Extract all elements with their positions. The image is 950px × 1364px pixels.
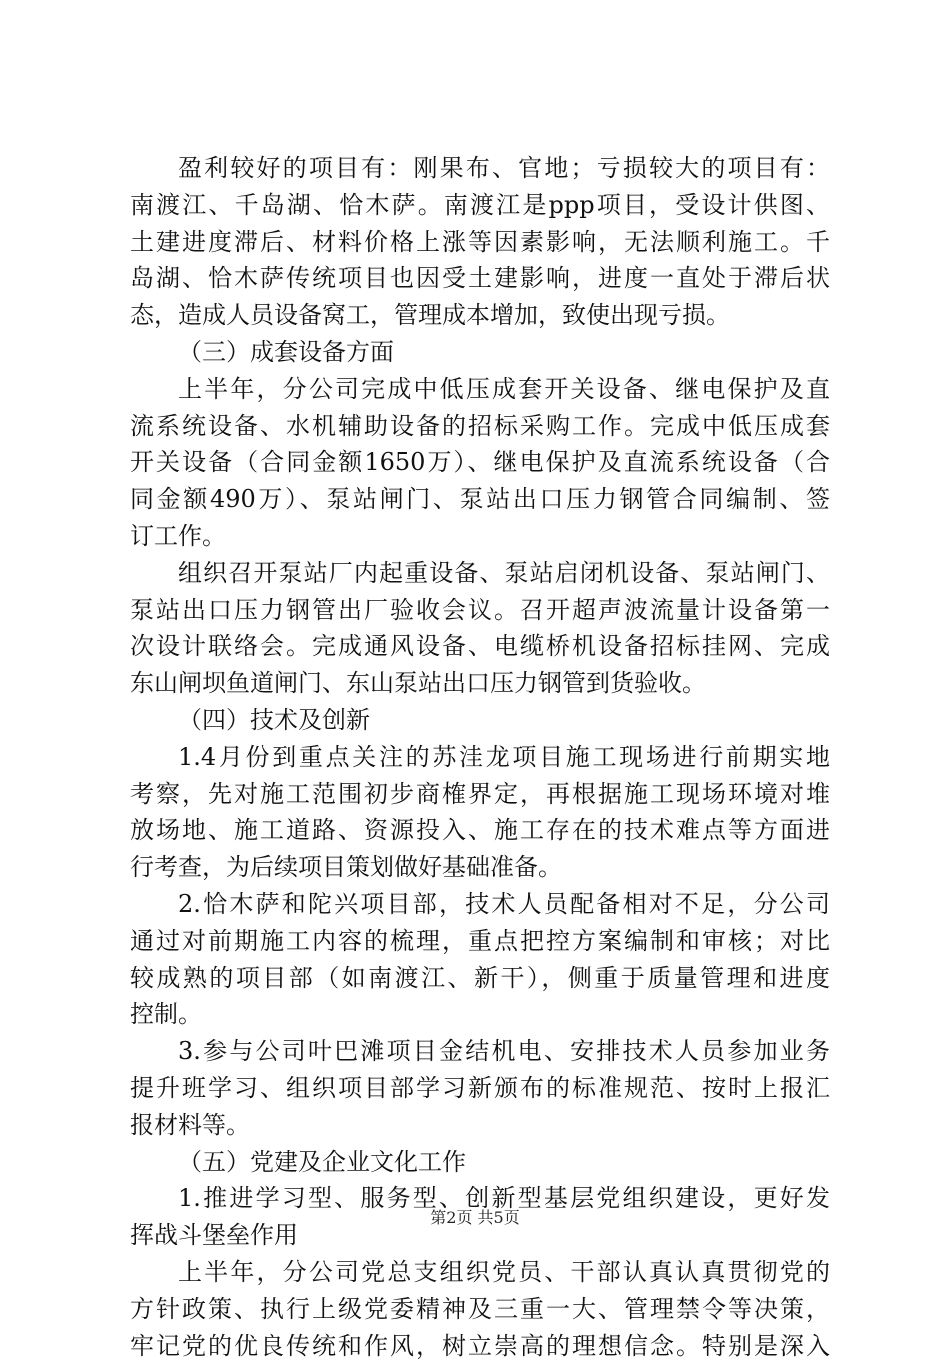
paragraph-line: 流系统设备、水机辅助设备的招标采购工作。完成中低压成套: [130, 408, 830, 445]
paragraph-line: 东山闸坝鱼道闸门、东山泵站出口压力钢管到货验收。: [130, 665, 830, 702]
paragraph-line: 2.恰木萨和陀兴项目部，技术人员配备相对不足，分公司: [130, 886, 830, 923]
page-number-footer: 第2页 共5页: [0, 1205, 950, 1228]
section-heading: （三）成套设备方面: [130, 334, 830, 371]
paragraph-line: 1.推进学习型、服务型、创新型基层党组织建设，更好发: [130, 1180, 830, 1217]
paragraph-line: 通过对前期施工内容的梳理，重点把控方案编制和审核；对比: [130, 923, 830, 960]
paragraph-line: 态，造成人员设备窝工，管理成本增加，致使出现亏损。: [130, 297, 830, 334]
paragraph-line: 放场地、施工道路、资源投入、施工存在的技术难点等方面进: [130, 812, 830, 849]
paragraph-line: 泵站出口压力钢管出厂验收会议。召开超声波流量计设备第一: [130, 592, 830, 629]
paragraph-line: 牢记党的优良传统和作风，树立崇高的理想信念。特别是深入: [130, 1328, 830, 1364]
paragraph-line: 次设计联络会。完成通风设备、电缆桥机设备招标挂网、完成: [130, 628, 830, 665]
paragraph-line: 上半年，分公司完成中低压成套开关设备、继电保护及直: [130, 371, 830, 408]
paragraph-line: 方针政策、执行上级党委精神及三重一大、管理禁令等决策，: [130, 1291, 830, 1328]
paragraph-line: 组织召开泵站厂内起重设备、泵站启闭机设备、泵站闸门、: [130, 555, 830, 592]
paragraph-line: 土建进度滞后、材料价格上涨等因素影响，无法顺利施工。千: [130, 224, 830, 261]
paragraph-line: 控制。: [130, 996, 830, 1033]
document-body: [130, 150, 830, 1364]
paragraph-line: 3.参与公司叶巴滩项目金结机电、安排技术人员参加业务: [130, 1033, 830, 1070]
section-heading: （五）党建及企业文化工作: [130, 1144, 830, 1181]
paragraph-line: 盈利较好的项目有：刚果布、官地；亏损较大的项目有：: [130, 150, 830, 187]
paragraph-line: 岛湖、恰木萨传统项目也因受土建影响，进度一直处于滞后状: [130, 260, 830, 297]
paragraph-line: 开关设备（合同金额1650万）、继电保护及直流系统设备（合: [130, 444, 830, 481]
section-heading: （四）技术及创新: [130, 702, 830, 739]
paragraph-line: 南渡江、千岛湖、恰木萨。南渡江是ppp项目，受设计供图、: [130, 187, 830, 224]
paragraph-line: 行考查，为后续项目策划做好基础准备。: [130, 849, 830, 886]
paragraph-line: 较成熟的项目部（如南渡江、新干），侧重于质量管理和进度: [130, 960, 830, 997]
paragraph-line: 报材料等。: [130, 1107, 830, 1144]
paragraph-line: 同金额490万）、泵站闸门、泵站出口压力钢管合同编制、签: [130, 481, 830, 518]
paragraph-line: 提升班学习、组织项目部学习新颁布的标准规范、按时上报汇: [130, 1070, 830, 1107]
paragraph-line: 挥战斗堡垒作用: [130, 1217, 830, 1254]
paragraph-line: 考察，先对施工范围初步商榷界定，再根据施工现场环境对堆: [130, 776, 830, 813]
paragraph-line: 上半年，分公司党总支组织党员、干部认真认真贯彻党的: [130, 1254, 830, 1291]
paragraph-line: 订工作。: [130, 518, 830, 555]
paragraph-line: 1.4月份到重点关注的苏洼龙项目施工现场进行前期实地: [130, 739, 830, 776]
